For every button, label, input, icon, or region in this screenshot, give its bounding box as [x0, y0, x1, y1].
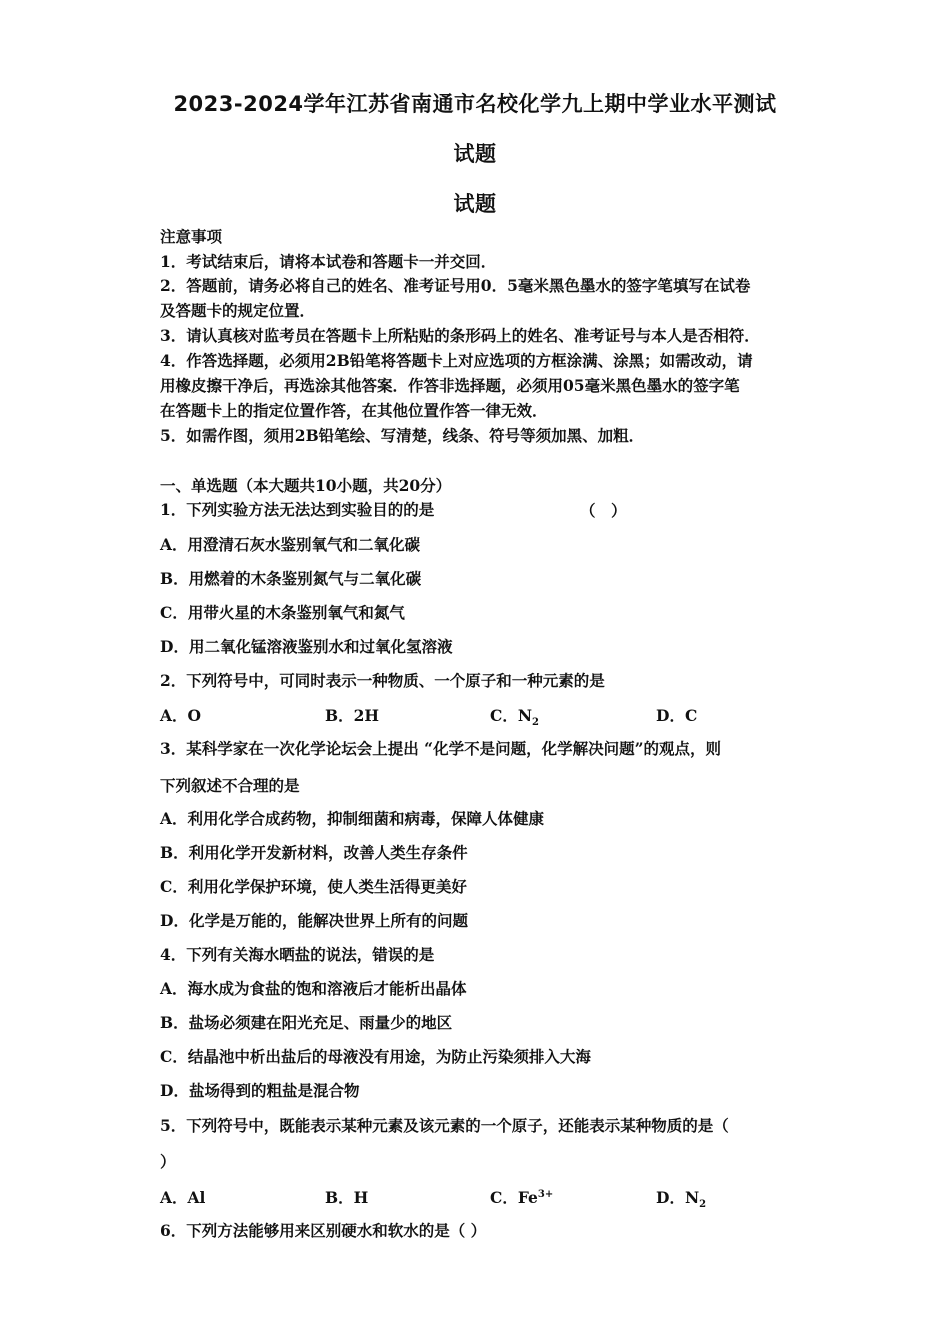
q3-option-d: D．化学是万能的，能解决世界上所有的问题 [160, 911, 468, 930]
q2-option-c [490, 704, 539, 728]
q5-option-d-subscript: 2 [699, 1199, 707, 1211]
q4-stem: 4．下列有关海水晒盐的说法，错误的是 [160, 945, 435, 964]
q5-option-d-text: D．N [656, 1188, 700, 1207]
document-title-line3: 试题 [453, 192, 497, 216]
q5-option-b: B．H [325, 1188, 369, 1207]
q3-stem-line2: 下列叙述不合理的是 [160, 776, 300, 795]
section-heading: 一、单选题（本大题共10小题，共20分） [160, 476, 452, 495]
q2-option-d: D．C [656, 706, 698, 725]
q1-option-d: D．用二氧化锰溶液鉴别水和过氧化氢溶液 [160, 637, 453, 656]
notice-item-5: 5．如需作图，须用2B铅笔绘、写清楚，线条、符号等须加黑、加粗． [160, 426, 645, 445]
q5-option-c [490, 1186, 553, 1208]
q4-option-b: B．盐场必须建在阳光充足、雨量少的地区 [160, 1013, 453, 1032]
q1-stem: 1．下列实验方法无法达到实验目的的是 [160, 500, 435, 519]
q2-option-c-subscript: 2 [532, 717, 539, 729]
q3-stem-line1: 3．某科学家在一次化学论坛会上提出 “化学不是问题，化学解决问题”的观点，则 [160, 739, 722, 758]
notice-item-4-cont2: 在答题卡上的指定位置作答，在其他位置作答一律无效． [160, 401, 548, 420]
document-title-line1: 2023-2024学年江苏省南通市名校化学九上期中学业水平测试 [173, 92, 777, 116]
q1-option-b: B．用燃着的木条鉴别氮气与二氧化碳 [160, 569, 422, 588]
document-title-line2: 试题 [453, 142, 497, 166]
q6-stem: 6．下列方法能够用来区别硬水和软水的是（ ） [160, 1221, 487, 1240]
q5-stem-line1: 5．下列符号中，既能表示某种元素及该元素的一个原子，还能表示某种物质的是（ [160, 1116, 729, 1135]
q4-option-a: A．海水成为食盐的饱和溶液后才能析出晶体 [160, 979, 467, 998]
q5-stem-line2: ） [160, 1152, 176, 1171]
q2-stem: 2．下列符号中，可同时表示一种物质、一个原子和一种元素的是 [160, 671, 605, 690]
q5-option-a: A．Al [160, 1188, 206, 1207]
q1-option-c: C．用带火星的木条鉴别氧气和氮气 [160, 603, 405, 622]
notice-item-1: 1．考试结束后，请将本试卷和答题卡一并交回． [160, 252, 497, 271]
notice-item-2-cont: 及答题卡的规定位置． [160, 301, 316, 320]
q2-option-c-text: C．N [490, 706, 533, 725]
notice-heading: 注意事项 [160, 227, 223, 246]
q5-option-c-text: C．Fe [490, 1188, 538, 1207]
q2-option-b: B．2H [325, 706, 380, 725]
q3-option-a: A．利用化学合成药物，抑制细菌和病毒，保障人体健康 [160, 809, 545, 828]
q4-option-c: C．结晶池中析出盐后的母液没有用途，为防止污染须排入大海 [160, 1047, 591, 1066]
q2-option-a: A．O [160, 706, 202, 725]
notice-item-4: 4．作答选择题，必须用2B铅笔将答题卡上对应选项的方框涂满、涂黑；如需改动，请 [160, 351, 753, 370]
q1-option-a: A．用澄清石灰水鉴别氧气和二氧化碳 [160, 535, 421, 554]
notice-item-4-cont1: 用橡皮擦干净后，再选涂其他答案．作答非选择题，必须用05毫米黑色墨水的签字笔 [160, 376, 740, 395]
q1-answer-bracket: （ ） [580, 501, 627, 520]
q3-option-b: B．利用化学开发新材料，改善人类生存条件 [160, 843, 468, 862]
q4-option-d: D．盐场得到的粗盐是混合物 [160, 1081, 360, 1100]
q5-option-d [656, 1186, 706, 1210]
q3-option-c: C．利用化学保护环境，使人类生活得更美好 [160, 877, 467, 896]
notice-item-2: 2．答题前，请务必将自己的姓名、准考证号用0．5毫米黑色墨水的签字笔填写在试卷 [160, 276, 751, 295]
notice-item-3: 3．请认真核对监考员在答题卡上所粘贴的条形码上的姓名、准考证号与本人是否相符． [160, 326, 760, 345]
q5-option-c-superscript: 3+ [537, 1188, 554, 1200]
